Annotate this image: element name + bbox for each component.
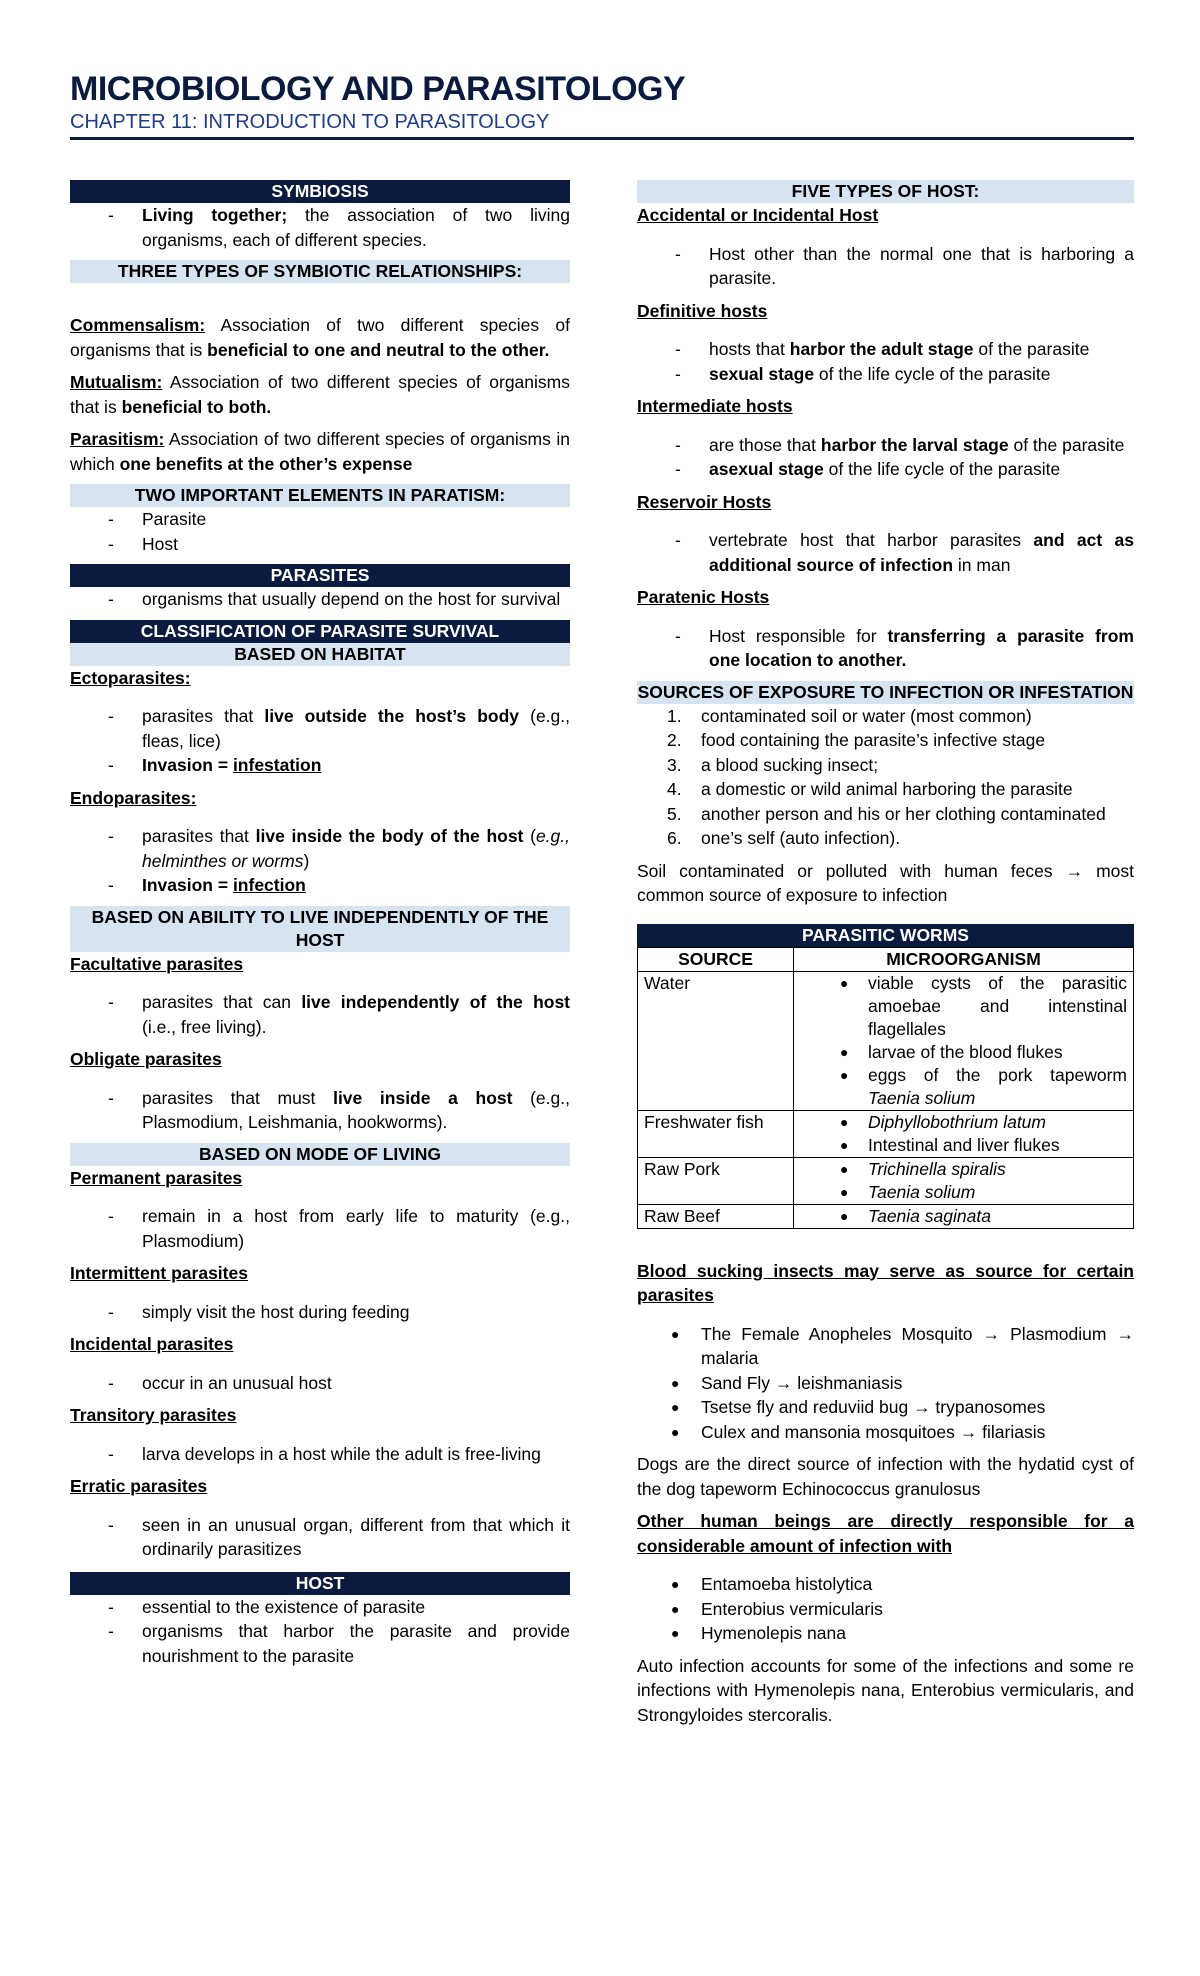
commensalism-paragraph: Commensalism: Association of two different species of organisms that is beneficial to one and neutral to the other. (70, 315, 570, 360)
facultative-term: Facultative parasites (70, 953, 244, 974)
mode-heading: BASED ON MODE OF LIVING (70, 1143, 570, 1166)
erratic-term: Erratic parasites (70, 1476, 208, 1496)
list-item: - larva develops in a host while the adult is free-living (108, 1443, 541, 1464)
insects-heading: Blood sucking insects may serve as source for certain parasites (637, 1260, 1134, 1305)
list-item: 1. contaminated soil or water (most common) (667, 705, 1032, 726)
list-item: - essential to the existence of parasite (108, 1596, 426, 1617)
list-item: ● Entamoeba histolytica (671, 1574, 873, 1594)
list-item: - simply visit the host during feeding (108, 1301, 410, 1322)
auto-infection-paragraph: Auto infection accounts for some of the infections and some re infections with Hymenolepis nana, Enterobius vermicularis, and Strongyloides stercoralis. (637, 1655, 1134, 1725)
list-item: ● Tsetse fly and reduviid bug → trypanosomes (671, 1397, 1046, 1417)
host-heading: HOST (70, 1572, 570, 1595)
list-item: - parasites that must live inside a host (e.g., Plasmodium, Leishmania, hookworms). (108, 1087, 570, 1132)
humans-heading: Other human beings are directly responsible for a considerable amount of infection with (637, 1511, 1134, 1556)
table-row: Raw Pork ● Trichinella spiralis ● Taenia solium (638, 1157, 1134, 1204)
symbiosis-definition: - Living together; the association of two living organisms, each of different species. (70, 203, 570, 252)
accidental-term: Accidental or Incidental Host (637, 205, 879, 225)
worms-heading: PARASITIC WORMS (637, 924, 1134, 947)
paratenic-term: Paratenic Hosts (637, 587, 770, 607)
five-types-heading: FIVE TYPES OF HOST: (637, 180, 1134, 203)
list-item: - parasites that live outside the host’s body (e.g., fleas, lice) (108, 706, 570, 751)
intermediate-term: Intermediate hosts (637, 396, 793, 416)
list-item: - asexual stage of the life cycle of the parasite (675, 459, 1061, 479)
list-item: 4. a domestic or wild animal harboring the parasite (667, 779, 1073, 799)
reservoir-term: Reservoir Hosts (637, 491, 772, 512)
ecto-term: Ectoparasites: (70, 667, 191, 688)
list-item: - occur in an unusual host (108, 1372, 332, 1393)
list-item: - parasites that live inside the body of the host (e.g., helminthes or worms) (108, 826, 570, 871)
list-item: ● Sand Fly → leishmaniasis (671, 1372, 903, 1393)
incidental-term: Incidental parasites (70, 1334, 234, 1354)
list-item: - Host responsible for transferring a parasite from one location to another. (675, 625, 1134, 670)
parasites-heading: PARASITES (70, 564, 570, 587)
right-column (637, 180, 1134, 1727)
list-item: - Host (108, 533, 178, 554)
endo-term: Endoparasites: (70, 787, 197, 808)
list-item: ● The Female Anopheles Mosquito → Plasmodium → malaria (671, 1323, 1134, 1368)
parasites-definition: - organisms that usually depend on the host for survival (108, 589, 561, 609)
three-types-heading: THREE TYPES OF SYMBIOTIC RELATIONSHIPS: (70, 260, 570, 283)
table-header: MICROORGANISM (794, 947, 1134, 971)
parasitism-paragraph: Parasitism: Association of two different species of organisms in which one benefits at the other’s expense (70, 429, 570, 474)
intermittent-term: Intermittent parasites (70, 1263, 248, 1283)
title-rule (70, 137, 1134, 140)
table-row: Raw Beef ● Taenia saginata (638, 1204, 1134, 1228)
sources-heading: SOURCES OF EXPOSURE TO INFECTION OR INFESTATION (637, 681, 1134, 702)
page-title: MICROBIOLOGY AND PARASITOLOGY (70, 70, 686, 108)
list-item: - Parasite (108, 509, 207, 529)
list-item: - parasites that can live independently of the host (i.e., free living). (108, 992, 571, 1037)
soil-note: Soil contaminated or polluted with human feces → most common source of exposure to infection (637, 860, 1134, 905)
definitive-term: Definitive hosts (637, 300, 768, 321)
habitat-heading: BASED ON HABITAT (70, 643, 570, 666)
table-header: SOURCE (638, 947, 794, 971)
list-item: 5. another person and his or her clothing contaminated (667, 803, 1106, 824)
list-item: - Invasion = infestation (108, 755, 322, 775)
left-column (70, 180, 570, 1668)
list-item: - vertebrate host that harbor parasites and act as additional source of infection in man (675, 530, 1134, 575)
dogs-paragraph: Dogs are the direct source of infection with the hydatid cyst of the dog tapeworm Echinococcus granulosus (637, 1454, 1134, 1499)
dash-marker: - (108, 205, 114, 225)
list-item: - hosts that harbor the adult stage of the parasite (675, 339, 1090, 359)
transitory-term: Transitory parasites (70, 1405, 237, 1425)
list-item: - Host other than the normal one that is harboring a parasite. (675, 243, 1134, 288)
worms-table (637, 947, 1134, 1229)
two-elements-heading: TWO IMPORTANT ELEMENTS IN PARATISM: (70, 484, 570, 507)
mutualism-paragraph: Mutualism: Association of two different species of organisms that is beneficial to both. (70, 372, 570, 417)
list-item: - sexual stage of the life cycle of the parasite (675, 363, 1051, 384)
list-item: 2. food containing the parasite’s infective stage (667, 730, 1046, 750)
list-item: - seen in an unusual organ, different from that which it ordinarily parasitizes (108, 1514, 570, 1559)
list-item: - remain in a host from early life to maturity (e.g., Plasmodium) (108, 1206, 570, 1251)
list-item: ● Hymenolepis nana (671, 1623, 846, 1643)
list-item: - organisms that harbor the parasite and provide nourishment to the parasite (108, 1621, 570, 1666)
table-row: Freshwater fish ● Diphyllobothrium latum ● Intestinal and liver flukes (638, 1110, 1134, 1157)
page-subtitle: CHAPTER 11: INTRODUCTION TO PARASITOLOGY (70, 111, 550, 133)
ability-heading: BASED ON ABILITY TO LIVE INDEPENDENTLY OF THE HOST (70, 906, 570, 952)
list-item: 6. one’s self (auto infection). (667, 828, 901, 848)
list-item: ● Culex and mansonia mosquitoes → filariasis (671, 1421, 1046, 1442)
list-item: ● Enterobius vermicularis (671, 1598, 883, 1619)
table-row: Water ● viable cysts of the parasitic amoebae and intenstinal flagellales ● larvae of the blood flukes ● eggs of the pork tapeworm Taenia solium (638, 971, 1134, 1110)
permanent-term: Permanent parasites (70, 1167, 243, 1188)
list-item: 3. a blood sucking insect; (667, 754, 879, 775)
symbiosis-heading: SYMBIOSIS (70, 180, 570, 203)
obligate-term: Obligate parasites (70, 1049, 222, 1069)
list-item: - Invasion = infection (108, 875, 306, 895)
classification-heading: CLASSIFICATION OF PARASITE SURVIVAL (70, 620, 570, 643)
list-item: - are those that harbor the larval stage of the parasite (675, 434, 1125, 455)
